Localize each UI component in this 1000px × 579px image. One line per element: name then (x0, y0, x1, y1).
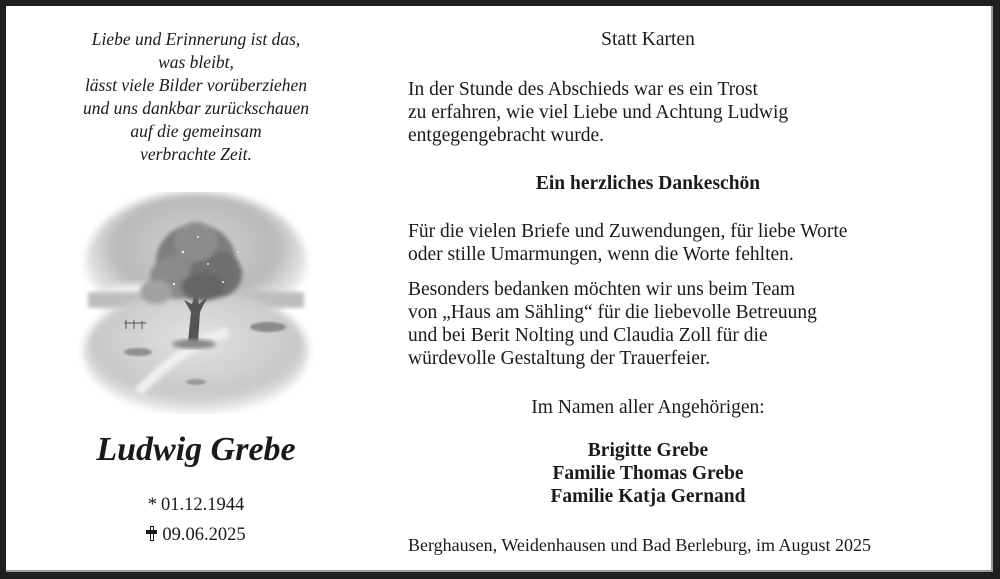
life-dates (6, 490, 386, 550)
death-date: 09.06.2025 (162, 525, 246, 545)
text-line: Besonders bedanken möchten wir uns beim Team (408, 279, 796, 300)
text-line: In der Stunde des Abschieds war es ein Trost (408, 79, 758, 100)
headline-dankeschoen: Ein herzliches Dankeschön (535, 173, 761, 194)
death-date-row (6, 520, 386, 550)
cross-icon (146, 526, 157, 541)
text-line: von „Haus am Sähling“ für die liebevolle Betreuung (408, 302, 817, 323)
text-line: und bei Berit Nolting und Claudia Zoll für die (408, 325, 768, 346)
signatory: Familie Thomas Grebe (552, 463, 744, 484)
signatory: Brigitte Grebe (587, 440, 709, 461)
text-line: oder stille Umarmungen, wenn die Worte fehlten. (408, 244, 794, 265)
poem-line: verbrachte Zeit. (140, 144, 252, 164)
poem-line: Liebe und Erinnerung ist das, (91, 29, 301, 49)
poem (6, 28, 386, 166)
poem-line: und uns dankbar zurückschauen (82, 98, 309, 118)
poem-line: auf die gemeinsam (130, 121, 262, 141)
tree-landscape-image (78, 192, 314, 414)
text-line: würdevolle Gestaltung der Trauerfeier. (408, 348, 711, 369)
place-date-line: Berghausen, Weidenhausen und Bad Berleburg, im August 2025 (408, 535, 871, 555)
birth-date-row (6, 490, 386, 520)
poem-line: lässt viele Bilder vorüberziehen (84, 75, 308, 95)
birth-date: 01.12.1944 (161, 495, 245, 515)
text-line: entgegengebracht wurde. (408, 125, 604, 146)
text-line: Für die vielen Briefe und Zuwendungen, für liebe Worte (408, 221, 848, 242)
header-statt-karten: Statt Karten (601, 29, 695, 50)
poem-line: was bleibt, (158, 52, 234, 72)
on-behalf-line: Im Namen aller Angehörigen: (531, 397, 765, 418)
deceased-name: Ludwig Grebe (96, 431, 296, 468)
asterisk-birth-icon: * (147, 495, 157, 515)
signatory: Familie Katja Gernand (550, 486, 746, 507)
text-line: zu erfahren, wie viel Liebe und Achtung Ludwig (408, 102, 789, 123)
